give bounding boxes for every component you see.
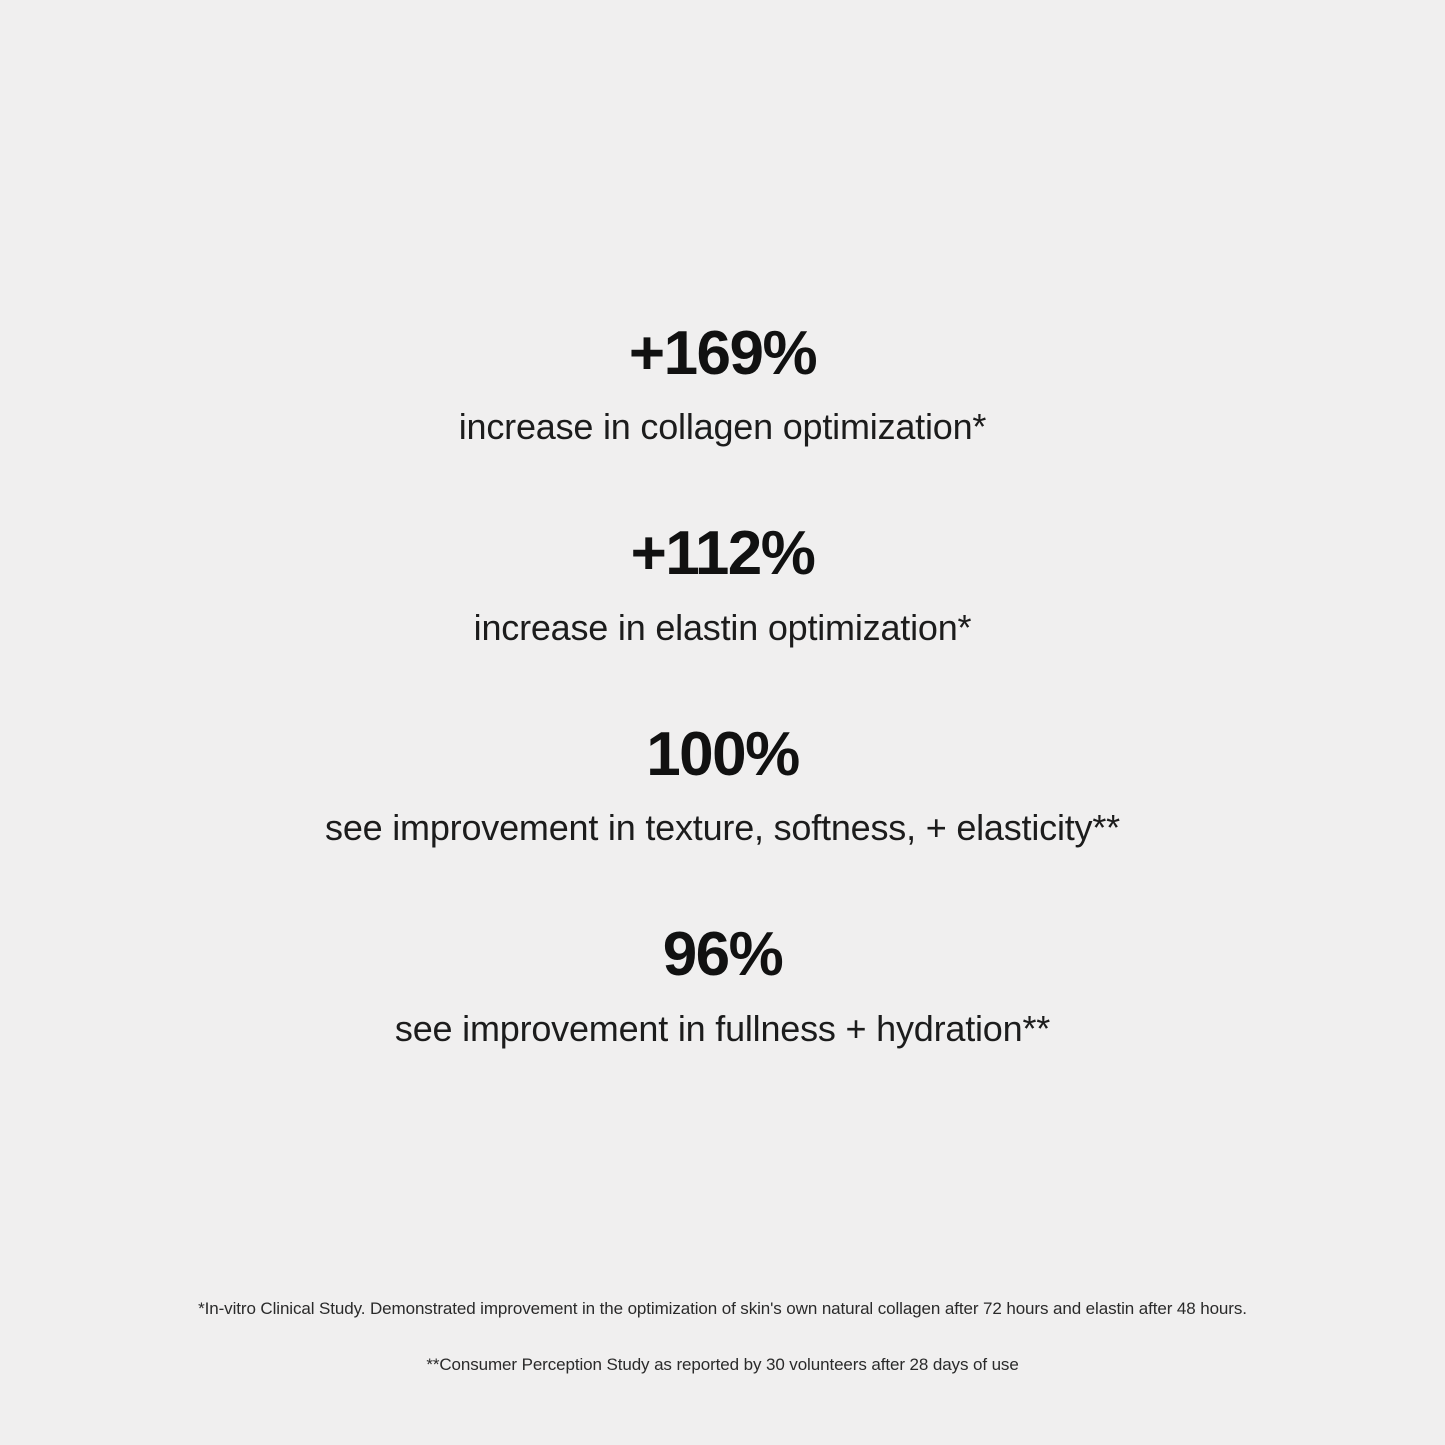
stat-value: +112% [630, 519, 815, 589]
footnote-consumer-study: **Consumer Perception Study as reported by 30 volunteers after 28 days of use [426, 1355, 1019, 1375]
stat-item [0, 318, 1445, 448]
stat-label: see improvement in texture, softness, + elasticity** [325, 807, 1120, 849]
stat-item [0, 719, 1445, 849]
stat-value: 100% [646, 719, 799, 789]
footnotes [0, 1297, 1445, 1377]
stat-value: 96% [662, 920, 783, 990]
stat-label: increase in collagen optimization* [458, 406, 987, 448]
stat-label: increase in elastin optimization* [473, 606, 972, 648]
stat-label: see improvement in fullness + hydration** [394, 1007, 1051, 1049]
stat-item [0, 518, 1445, 648]
stat-list [0, 318, 1445, 1050]
footnote-clinical-study: *In-vitro Clinical Study. Demonstrated improvement in the optimization of skin's own natural collagen after 72 hours and elastin after 48 hours. [198, 1299, 1247, 1319]
stat-item [0, 919, 1445, 1049]
stat-value: +169% [628, 319, 817, 388]
